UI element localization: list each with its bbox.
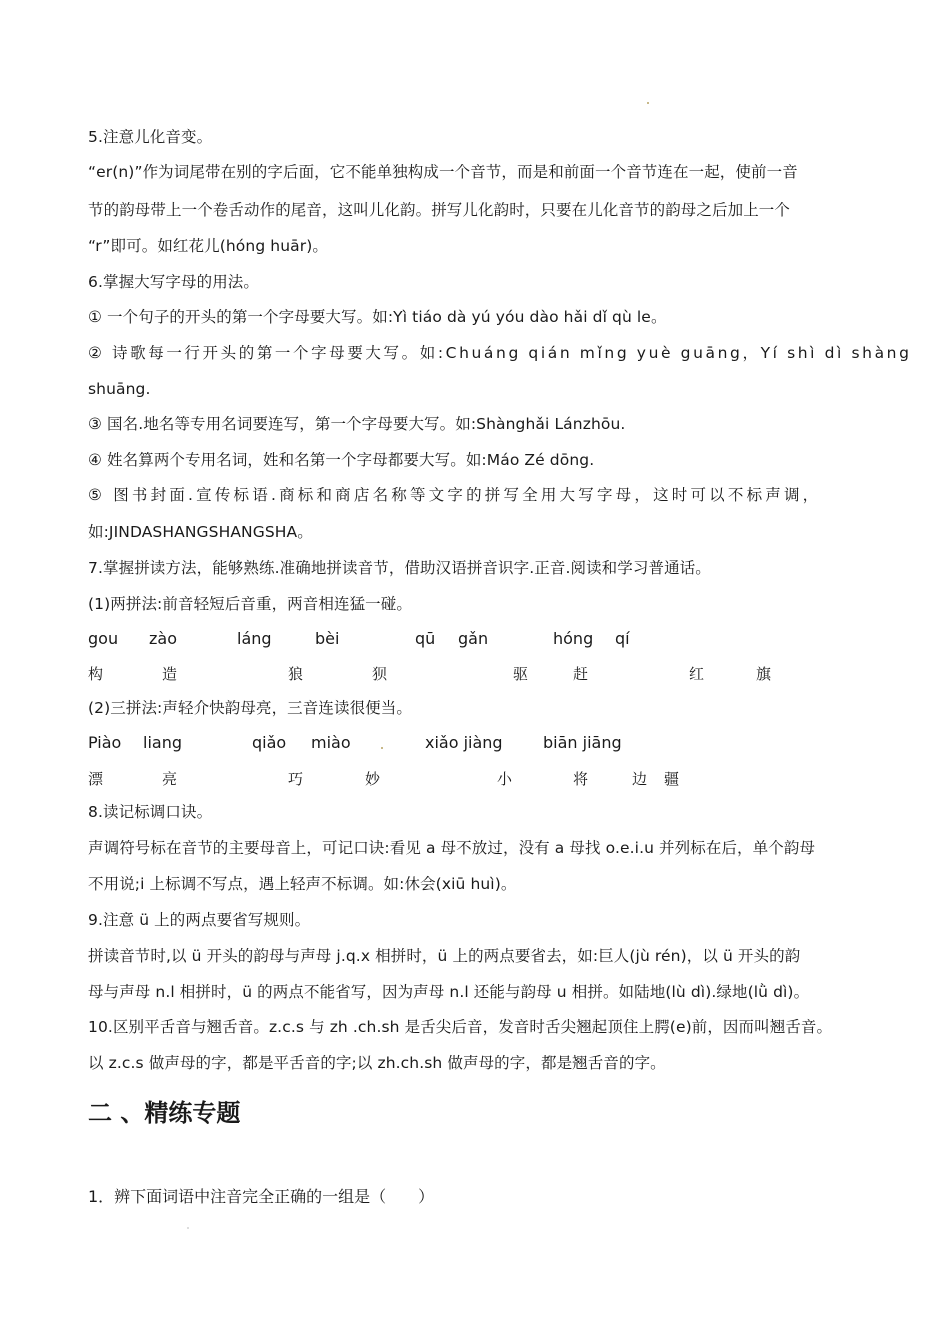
hanzi-cell: 狈 <box>372 665 388 683</box>
pinyin-cell: zào <box>149 629 177 648</box>
sec5-line-2: 节的韵母带上一个卷舌动作的尾音，这叫儿化韵。拼写儿化韵时，只要在儿化音节的韵母之后加上一个 <box>88 201 791 219</box>
two-spelling-title: (1)两拼法:前音轻短后音重，两音相连猛一碰。 <box>88 595 412 613</box>
sec8-title: 8.读记标调口诀。 <box>88 803 213 821</box>
sec6-item-5b: 如:JINDASHANGSHANGSHA。 <box>88 523 313 541</box>
hanzi-cell: 构 <box>88 665 104 683</box>
pinyin-cell: láng <box>237 629 272 648</box>
sec9-line-1: 拼读音节时,以 ü 开头的韵母与声母 j.q.x 相拼时，ü 上的两点要省去，如:巨人(jù rén)，以 ü 开头的韵 <box>88 947 801 965</box>
three-spelling-title: (2)三拼法:声轻介快韵母亮，三音连读很便当。 <box>88 699 412 717</box>
pinyin-cell: xiǎo jiàng <box>425 733 503 752</box>
hanzi-cell: 边 <box>632 770 648 788</box>
hanzi-cell: 小 <box>497 770 513 788</box>
pinyin-cell: biān jiāng <box>543 733 622 752</box>
sec5-title: 5.注意儿化音变。 <box>88 128 213 146</box>
pinyin-cell: gǎn <box>458 629 489 648</box>
sec8-line-1: 声调符号标在音节的主要母音上，可记口诀:看见 a 母不放过，没有 a 母找 o.e.i.u 并列标在后，单个韵母 <box>88 839 816 857</box>
section-heading: 二 、精练专题 <box>88 1099 241 1127</box>
pinyin-cell: qiǎo <box>252 733 287 752</box>
hanzi-cell: 亮 <box>162 770 178 788</box>
hanzi-cell: 狼 <box>288 665 304 683</box>
pinyin-cell: hóng <box>553 629 594 648</box>
sec10-line-2: 以 z.c.s 做声母的字，都是平舌音的字;以 zh.ch.sh 做声母的字，都是翘舌音的字。 <box>88 1054 666 1072</box>
sec5-line-1: “er(n)”作为词尾带在别的字后面，它不能单独构成一个音节，而是和前面一个音节连在一起，使前一音 <box>88 163 798 181</box>
sec6-item-3: ③ 国名.地名等专用名词要连写，第一个字母要大写。如:Shànghǎi Lánzhōu. <box>88 415 626 433</box>
hanzi-cell: 红 <box>689 665 705 683</box>
sec7-title: 7.掌握拼读方法，能够熟练.准确地拼读音节，借助汉语拼音识字.正音.阅读和学习普通话。 <box>88 559 711 577</box>
hanzi-cell: 驱 <box>513 665 529 683</box>
sec9-line-2: 母与声母 n.l 相拼时，ü 的两点不能省写，因为声母 n.l 还能与韵母 u 相拼。如陆地(lù dì).绿地(lǜ dì)。 <box>88 983 810 1001</box>
hanzi-cell: 疆 <box>664 770 680 788</box>
pinyin-cell: Piào <box>88 733 122 752</box>
scan-dot <box>381 747 383 749</box>
sec5-line-3: “r”即可。如红花儿(hóng huār)。 <box>88 237 328 255</box>
sec6-item-1: ① 一个句子的开头的第一个字母要大写。如:Yì tiáo dà yú yóu dào hǎi dǐ qù le。 <box>88 308 667 326</box>
scan-dot <box>187 1227 189 1229</box>
sec6-title: 6.掌握大写字母的用法。 <box>88 273 259 291</box>
hanzi-cell: 赶 <box>573 665 589 683</box>
pinyin-cell: liang <box>143 733 182 752</box>
hanzi-cell: 旗 <box>756 665 772 683</box>
sec10-line-1: 10.区别平舌音与翘舌音。z.c.s 与 zh .ch.sh 是舌尖后音，发音时舌尖翘起顶住上腭(e)前，因而叫翘舌音。 <box>88 1018 833 1036</box>
sec6-item-2b: shuāng. <box>88 380 151 398</box>
hanzi-cell: 将 <box>573 770 589 788</box>
pinyin-cell: gou <box>88 629 119 648</box>
sec6-item-4: ④ 姓名算两个专用名词，姓和名第一个字母都要大写。如:Máo Zé dōng. <box>88 451 595 469</box>
scan-dot <box>647 102 649 104</box>
hanzi-cell: 巧 <box>288 770 304 788</box>
sec9-title: 9.注意 ü 上的两点要省写规则。 <box>88 911 311 929</box>
pinyin-cell: bèi <box>315 629 340 648</box>
sec6-item-5a: ⑤ 图书封面.宣传标语.商标和商店名称等文字的拼写全用大写字母，这时可以不标声调， <box>88 486 822 504</box>
sec6-item-2a: ② 诗歌每一行开头的第一个字母要大写。如:Chuáng qián mǐng yuè guāng，Yí shì dì shàng <box>88 344 912 362</box>
pinyin-cell: qí <box>615 629 630 648</box>
sec8-line-2: 不用说;i 上标调不写点，遇上轻声不标调。如:休会(xiū huì)。 <box>88 875 517 893</box>
hanzi-cell: 漂 <box>88 770 104 788</box>
question-1: 1．辨下面词语中注音完全正确的一组是（ ） <box>88 1187 435 1206</box>
hanzi-cell: 造 <box>162 665 178 683</box>
pinyin-cell: qū <box>415 629 436 648</box>
hanzi-cell: 妙 <box>365 770 381 788</box>
pinyin-cell: miào <box>311 733 351 752</box>
